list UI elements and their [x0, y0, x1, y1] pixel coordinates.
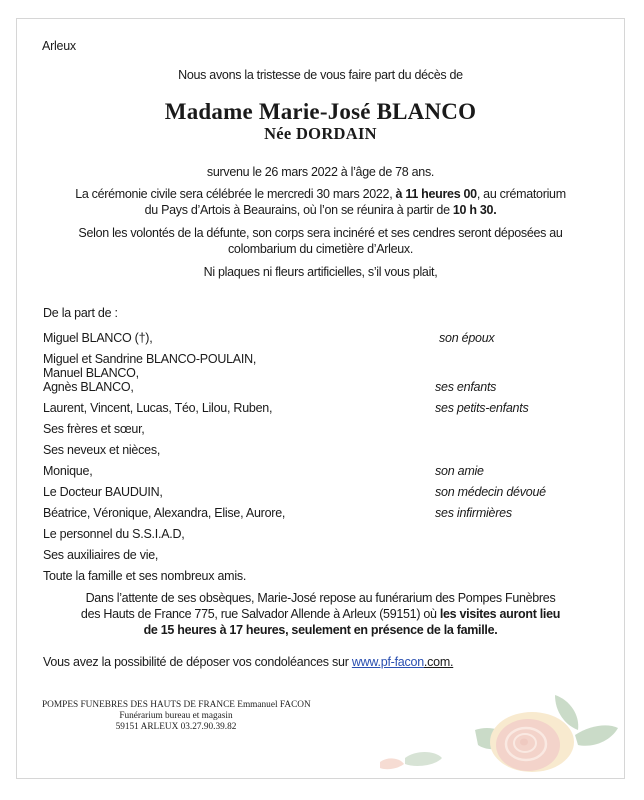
- visits-line-2: [16, 606, 625, 622]
- family-relation: son médecin dévoué: [435, 485, 546, 499]
- gathering-time: 10 h 30.: [452, 203, 497, 217]
- visits-line-3: de 15 heures à 17 heures, seulement en présence de la famille.: [143, 623, 498, 637]
- family-intro: De la part de :: [43, 306, 118, 320]
- family-name: Béatrice, Véronique, Alexandra, Elise, Aurore,: [43, 506, 286, 520]
- wishes-line-1: Selon les volontés de la défunte, son corps sera incinéré et ses cendres seront déposées au: [78, 226, 563, 240]
- condolences-line: [43, 655, 453, 669]
- family-relation: son époux: [439, 331, 495, 345]
- family-name: Miguel BLANCO (†),: [43, 331, 153, 345]
- location-label: Arleux: [42, 39, 76, 53]
- deceased-name: Madame Marie-José BLANCO: [164, 99, 477, 124]
- rose-petal: [405, 752, 442, 766]
- family-name: Manuel BLANCO,: [43, 366, 139, 380]
- condolences-text: Vous avez la possibilité de déposer vos condoléances sur: [43, 655, 352, 669]
- family-name: Ses auxiliaires de vie,: [43, 548, 159, 562]
- family-name: Laurent, Vincent, Lucas, Téo, Lilou, Ruben,: [43, 401, 273, 415]
- ceremony-text: La cérémonie civile sera célébrée le mercredi 30 mars 2022,: [75, 187, 396, 201]
- condolences-link-tail[interactable]: .com.: [423, 655, 454, 669]
- condolences-link[interactable]: www.pf-facon: [351, 655, 424, 669]
- visits-address: des Hauts de France 775, rue Salvador Allende à Arleux (59151) où: [80, 607, 440, 621]
- ceremony-time: à 11 heures 00: [395, 187, 477, 201]
- rose-leaf: [575, 725, 618, 745]
- family-relation: ses petits-enfants: [435, 401, 529, 415]
- family-relation: son amie: [435, 464, 484, 478]
- wishes-line-2: colombarium du cimetière d’Arleux.: [227, 242, 413, 256]
- family-name: Le Docteur BAUDUIN,: [43, 485, 163, 499]
- flowers-note: Ni plaques ni fleurs artificielles, s’il vous plait,: [203, 265, 438, 279]
- rose-petal: [380, 758, 404, 769]
- family-name: Le personnel du S.S.I.A.D,: [43, 527, 185, 541]
- family-name: Ses neveux et nièces,: [43, 443, 161, 457]
- ceremony-text-end: , au crématorium: [476, 187, 566, 201]
- footer-line-3: 59151 ARLEUX 03.27.90.39.82: [115, 722, 237, 732]
- family-relation: ses infirmières: [435, 506, 512, 520]
- visits-line-1: Dans l’attente de ses obsèques, Marie-José repose au funérarium des Pompes Funèbres: [85, 591, 556, 605]
- ceremony-line-2: [16, 202, 625, 218]
- death-date-line: survenu le 26 mars 2022 à l’âge de 78 ans.: [206, 165, 435, 179]
- family-name: Monique,: [43, 464, 93, 478]
- footer-company: POMPES FUNEBRES DES HAUTS DE FRANCE Emmanuel FACON: [42, 700, 311, 710]
- ceremony-line-1: [16, 186, 625, 202]
- intro-line: Nous avons la tristesse de vous faire part du décès de: [178, 68, 463, 82]
- maiden-name: Née DORDAIN: [264, 124, 377, 143]
- family-name: Agnès BLANCO,: [43, 380, 134, 394]
- family-name: Toute la famille et ses nombreux amis.: [43, 569, 247, 583]
- family-relation: ses enfants: [435, 380, 497, 394]
- rose-illustration: [380, 690, 620, 780]
- family-name: Miguel et Sandrine BLANCO-POULAIN,: [43, 352, 257, 366]
- visits-note: les visites auront lieu: [439, 607, 561, 621]
- footer-line-2: Funérarium bureau et magasin: [119, 711, 233, 721]
- family-name: Ses frères et sœur,: [43, 422, 145, 436]
- ceremony-place: du Pays d’Artois à Beaurains, où l’on se réunira à partir de: [144, 203, 453, 217]
